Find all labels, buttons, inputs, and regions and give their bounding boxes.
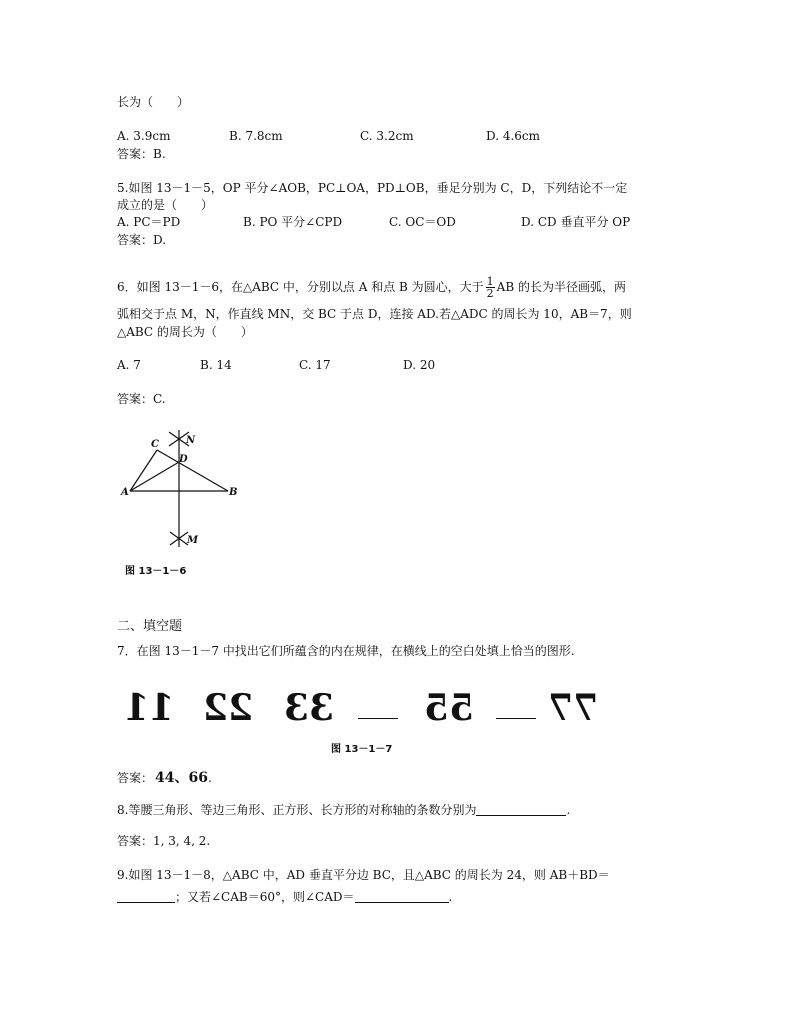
- q5-option-c: C. OC＝OD: [389, 215, 456, 229]
- q5-answer: 答案：D.: [117, 233, 167, 247]
- q7-sequence-blank-1: [358, 718, 398, 719]
- q4-stem-tail: 长为（ ）: [117, 95, 190, 109]
- q7-stem: 7．在图 13－1－7 中找出它们所蕴含的内在规律，在横线上的空白处填上恰当的图形.: [117, 644, 575, 658]
- q4-option-d: D. 4.6cm: [486, 129, 541, 143]
- q9-line-2: [117, 889, 452, 905]
- q6-line-1: [117, 276, 626, 299]
- q7-answer-period: .: [207, 771, 212, 785]
- q6-fraction: [486, 276, 495, 299]
- q6-figure: [117, 425, 247, 555]
- q6-line-1-a: 6．如图 13－1－6，在△ABC 中，分别以点 A 和点 B 为圆心，大于: [117, 280, 484, 294]
- segment-cb: [157, 450, 228, 491]
- section-2-title: 二、填空题: [117, 619, 183, 634]
- q9-period: .: [448, 890, 453, 904]
- q7-sequence-item-2: 22: [203, 687, 254, 729]
- label-n: N: [186, 435, 196, 446]
- q9-blank-1[interactable]: [117, 890, 175, 903]
- q6-option-c: C. 17: [299, 358, 331, 372]
- q6-figure-caption: 图 13－1－6: [125, 566, 187, 577]
- q7-figure-caption: 图 13－1－7: [331, 744, 393, 755]
- q5-line-1: 5.如图 13－1－5，OP 平分∠AOB，PC⊥OA，PD⊥OB，垂足分别为 C，D，下列结论不一定: [117, 181, 628, 195]
- q5-option-b: B. PO 平分∠CPD: [243, 215, 343, 229]
- label-d: D: [179, 454, 188, 465]
- q6-fraction-numerator: 1: [486, 275, 494, 288]
- q9-line-1: 9.如图 13－1－8，△ABC 中，AD 垂直平分边 BC，且△ABC 的周长为 24，则 AB＋BD＝: [117, 868, 610, 882]
- q5-option-d: D. CD 垂直平分 OP: [521, 215, 631, 229]
- q4-option-a: A. 3.9cm: [117, 129, 171, 143]
- segment-ad: [130, 462, 179, 491]
- q6-line-2: 弧相交于点 M，N，作直线 MN，交 BC 于点 D，连接 AD.若△ADC 的周长为 10，AB＝7，则: [117, 307, 632, 321]
- q6-fraction-denominator: 2: [486, 287, 494, 300]
- q6-answer: 答案：C.: [117, 392, 166, 406]
- q8-stem-text: 8.等腰三角形、等边三角形、正方形、长方形的对称轴的条数分别为: [117, 803, 477, 817]
- q6-option-b: B. 14: [200, 358, 232, 372]
- label-c: C: [151, 439, 159, 450]
- q9-line-2-text: ；又若∠CAB＝60°，则∠CAD＝: [175, 890, 355, 904]
- q7-sequence-item-3: 33: [284, 687, 335, 729]
- q7-sequence-item-4: 55: [424, 687, 475, 729]
- label-a: A: [121, 487, 129, 498]
- q7-sequence-item-1: 11: [124, 687, 175, 729]
- q4-option-c: C. 3.2cm: [360, 129, 414, 143]
- segment-ac: [130, 450, 157, 491]
- q8-period: .: [566, 803, 571, 817]
- q8-answer-blank[interactable]: [476, 803, 566, 816]
- q8-answer: 答案：1, 3, 4, 2.: [117, 834, 211, 848]
- q4-answer: 答案：B.: [117, 147, 166, 161]
- q7-sequence-item-5: 77: [548, 687, 599, 729]
- q7-answer-label: 答案：: [117, 771, 154, 785]
- q8-stem: [117, 802, 570, 818]
- q9-blank-2[interactable]: [355, 890, 449, 903]
- q4-option-b: B. 7.8cm: [229, 129, 283, 143]
- q5-option-a: A. PC＝PD: [117, 215, 181, 229]
- q6-line-1-b: AB 的长为半径画弧，两: [496, 280, 626, 294]
- q6-line-3: △ABC 的周长为（ ）: [117, 325, 253, 339]
- label-m: M: [187, 535, 199, 546]
- q7-answer-glyphs: 44、66: [155, 770, 208, 786]
- q6-option-d: D. 20: [403, 358, 436, 372]
- label-b: B: [229, 487, 238, 498]
- q6-option-a: A. 7: [117, 358, 141, 372]
- q7-answer: [117, 770, 212, 786]
- q7-sequence-blank-2: [496, 718, 536, 719]
- q5-line-2: 成立的是（ ）: [117, 198, 214, 212]
